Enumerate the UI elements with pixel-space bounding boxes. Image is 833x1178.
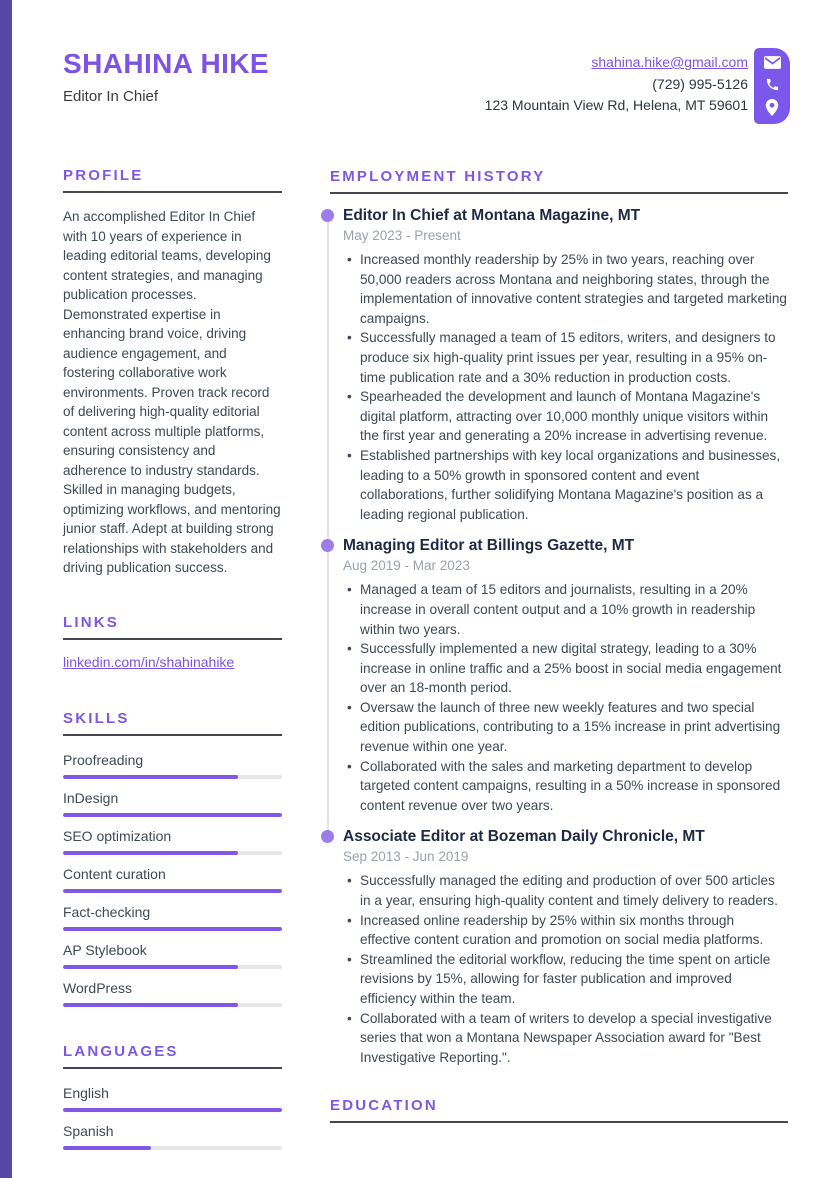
- job-bullet-list: [343, 580, 788, 815]
- job-bullet: • Successfully implemented a new digital strategy, leading to a 30% increase in online traffic and a 25% boost in social media engagement over an 18-month period.: [343, 639, 788, 698]
- language-label: Spanish: [63, 1122, 114, 1139]
- education-heading: EDUCATION: [330, 1097, 788, 1123]
- job-bullet: • Spearheaded the development and launch of Montana Magazine's digital platform, attracting over 10,000 monthly unique visitors within the first year and generating a 20% increase in advertising revenue.: [343, 387, 788, 446]
- language-bar-track: [63, 1108, 282, 1112]
- skill-bar-fill: [63, 775, 238, 779]
- links-heading: LINKS: [63, 614, 282, 640]
- skill-bar-track: [63, 851, 282, 855]
- language-item: [63, 1085, 282, 1112]
- email-icon: [764, 56, 781, 69]
- skill-label: SEO optimization: [63, 827, 172, 844]
- skill-label: InDesign: [63, 789, 119, 806]
- skill-label: Proofreading: [63, 751, 144, 768]
- skill-bar-track: [63, 889, 282, 893]
- job-bullet: • Collaborated with a team of writers to develop a special investigative series that won a Montana Newspaper Association award for "Best Investigative Reporting.".: [343, 1009, 788, 1068]
- profile-text: An accomplished Editor In Chief with 10 years of experience in leading editorial teams, developing content strategies, and managing publication processes. Demonstrated expertise in enhancing brand voice, driving audience engagement, and fostering collaborative work environments. Proven track record of delivering high-quality editorial content across multiple platforms, ensuring consistency and adherence to industry standards. Skilled in managing budgets, optimizing workflows, and mentoring junior staff. Adept at building strong relationships with stakeholders and driving publication success.: [63, 209, 281, 575]
- skill-item: [63, 904, 282, 931]
- main-column: [330, 168, 788, 1123]
- language-bar-fill: [63, 1108, 282, 1112]
- contact-phone: (729) 995-5126: [652, 75, 748, 92]
- skill-bar-track: [63, 965, 282, 969]
- skill-bar-fill: [63, 927, 282, 931]
- employment-history-heading: EMPLOYMENT HISTORY: [330, 168, 788, 194]
- contact-address: 123 Mountain View Rd, Helena, MT 59601: [484, 97, 748, 113]
- job-bullet-list: [343, 871, 788, 1067]
- job-bullet-list: [343, 250, 788, 524]
- job-bullet: • Increased online readership by 25% within six months through effective content curation and promotion on social media platforms.: [343, 911, 788, 950]
- left-accent-stripe: [0, 0, 12, 1178]
- skill-bar-fill: [63, 889, 282, 893]
- timeline-dot-icon: [321, 209, 334, 222]
- contact-block: [485, 52, 748, 117]
- timeline-dot-icon: [321, 830, 334, 843]
- job-bullet: • Established partnerships with key local organizations and businesses, leading to a 50% growth in sponsored content and event collaborations, further solidifying Montana Magazine's position as a leading regional publication.: [343, 446, 788, 524]
- location-icon: [765, 99, 779, 116]
- language-label: English: [63, 1084, 109, 1101]
- skill-bar-fill: [63, 851, 238, 855]
- timeline-dot-icon: [321, 539, 334, 552]
- profile-heading: PROFILE: [63, 167, 282, 193]
- job-bullet: • Successfully managed a team of 15 editors, writers, and designers to produce six high-quality print issues per year, resulting in a 95% on-time publication rate and a 30% reduction in production costs.: [343, 328, 788, 387]
- job-bullet: • Streamlined the editorial workflow, reducing the time spent on article revisions by 15%, allowing for faster publication and improved efficiency within the team.: [343, 950, 788, 1009]
- linkedin-link[interactable]: linkedin.com/in/shahinahike: [63, 653, 235, 670]
- job-dates: Sep 2013 - Jun 2019: [343, 849, 469, 865]
- skill-item: [63, 752, 282, 779]
- skill-item: [63, 866, 282, 893]
- email-link[interactable]: shahina.hike@gmail.com: [591, 54, 748, 70]
- job-bullet: • Oversaw the launch of three new weekly features and two special edition publications, contributing to a 15% increase in print advertising revenue within one year.: [343, 698, 788, 757]
- job-title: Managing Editor at Billings Gazette, MT: [343, 537, 635, 555]
- contact-icon-pill: [754, 48, 790, 124]
- contact-email-row: [485, 52, 748, 74]
- skill-item: [63, 790, 282, 817]
- phone-icon: [765, 77, 780, 92]
- job-bullet: • Managed a team of 15 editors and journalists, resulting in a 20% increase in overall content output and a 10% growth in readership within two years.: [343, 580, 788, 639]
- person-name: SHAHINA HIKE: [63, 48, 269, 79]
- skill-label: AP Stylebook: [63, 941, 147, 958]
- skill-bar-track: [63, 775, 282, 779]
- job-bullet: • Increased monthly readership by 25% in two years, reaching over 50,000 readers across Montana and neighboring states, through the implementation of innovative content strategies and targeted marketing campaigns.: [343, 250, 788, 328]
- skill-label: WordPress: [63, 979, 132, 996]
- skill-label: Content curation: [63, 865, 166, 882]
- job-entry: [330, 206, 788, 524]
- person-job-title: Editor In Chief: [63, 88, 159, 105]
- skill-bar-fill: [63, 813, 282, 817]
- skill-bar-track: [63, 927, 282, 931]
- language-bar-track: [63, 1146, 282, 1150]
- job-title: Associate Editor at Bozeman Daily Chronicle, MT: [343, 828, 705, 846]
- employment-timeline: [330, 206, 788, 1067]
- language-item: [63, 1123, 282, 1150]
- skill-label: Fact-checking: [63, 903, 151, 920]
- skill-bar-fill: [63, 1003, 238, 1007]
- job-title: Editor In Chief at Montana Magazine, MT: [343, 207, 641, 224]
- skill-bar-fill: [63, 965, 238, 969]
- skill-bar-track: [63, 813, 282, 817]
- language-bar-fill: [63, 1146, 151, 1150]
- sidebar: [63, 167, 282, 1150]
- job-bullet: • Collaborated with the sales and marketing department to develop targeted content campaigns, resulting in a 50% increase in sponsored content revenue over two years.: [343, 757, 788, 816]
- job-bullet: • Successfully managed the editing and production of over 500 articles in a year, ensuring high-quality content and timely delivery to readers.: [343, 871, 788, 910]
- job-entry: [330, 827, 788, 1067]
- skill-bar-track: [63, 1003, 282, 1007]
- job-dates: Aug 2019 - Mar 2023: [343, 558, 470, 574]
- skills-heading: SKILLS: [63, 710, 282, 736]
- skill-item: [63, 828, 282, 855]
- languages-heading: LANGUAGES: [63, 1043, 282, 1069]
- job-entry: [330, 536, 788, 815]
- job-dates: May 2023 - Present: [343, 228, 461, 243]
- skill-item: [63, 942, 282, 969]
- skill-item: [63, 980, 282, 1007]
